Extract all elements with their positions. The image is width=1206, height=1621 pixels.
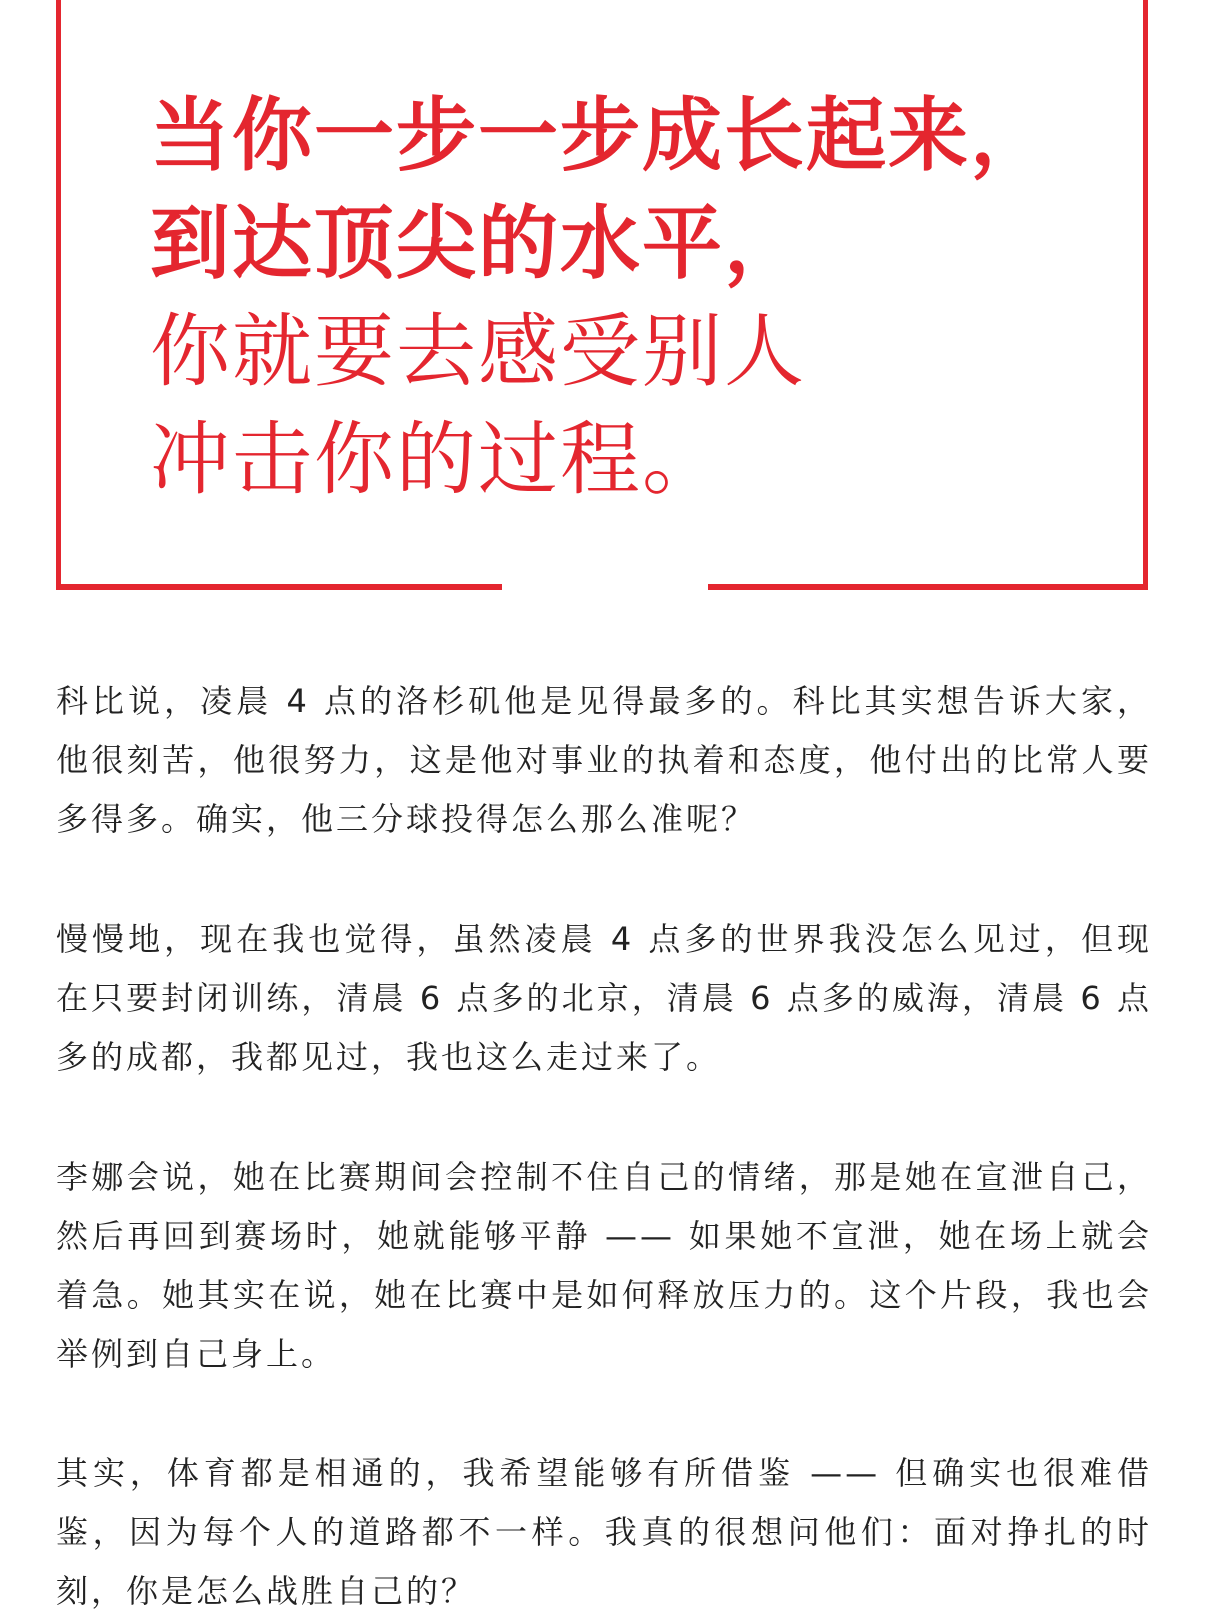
body-paragraph-li-na: 李娜会说，她在比赛期间会控制不住自己的情绪，那是她在宣泄自己，然后再回到赛场时，她就能够平静 —— 如果她不宣泄，她在场上就会着急。她其实在说，她在比赛中是如何释放压力的。这个片段，我也会举例到自己身上。: [56, 1158, 1152, 1373]
pull-quote-line-1: 当你一步一步成长起来，: [150, 89, 1052, 182]
pull-quote-line-3: 你就要去感受别人: [150, 305, 806, 398]
quote-frame-bottom-right-rule: [708, 584, 1148, 590]
body-paragraph-kobe: 科比说，凌晨 4 点的洛杉矶他是见得最多的。科比其实想告诉大家，他很刻苦，他很努力，这是他对事业的执着和态度，他付出的比常人要多得多。确实，他三分球投得怎么那么准呢？: [56, 682, 1152, 838]
body-paragraph-sports-common: 其实，体育都是相通的，我希望能够有所借鉴 —— 但确实也很难借鉴，因为每个人的道路都不一样。我真的很想问他们：面对挣扎的时刻，你是怎么战胜自己的？: [56, 1454, 1152, 1610]
body-paragraph-early-morning: 慢慢地，现在我也觉得，虽然凌晨 4 点多的世界我没怎么见过，但现在只要封闭训练，清晨 6 点多的北京，清晨 6 点多的威海，清晨 6 点多的成都，我都见过，我也这么走过来了。: [56, 920, 1152, 1076]
pull-quote-line-4: 冲击你的过程。: [150, 413, 724, 506]
pull-quote-line-2: 到达顶尖的水平，: [150, 197, 806, 290]
quote-frame-bottom-left-rule: [56, 584, 502, 590]
